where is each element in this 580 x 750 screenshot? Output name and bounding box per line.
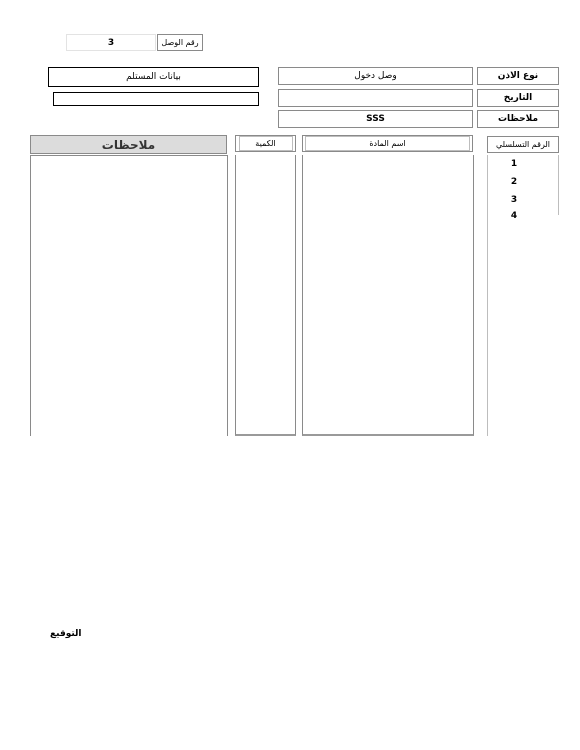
item-name-column[interactable]: [302, 155, 474, 436]
serial-column: [487, 155, 559, 436]
serial-column-right-edge: [558, 155, 559, 215]
header-item-name: اسم المادة: [302, 135, 473, 152]
recipient-field[interactable]: [53, 92, 259, 106]
receipt-number-text: 3: [107, 37, 115, 48]
permit-type-field[interactable]: [278, 67, 473, 85]
serial-number: 4: [510, 211, 518, 221]
notes-label: ملاحظات: [477, 110, 559, 128]
notes-field[interactable]: [278, 110, 473, 128]
serial-number: 3: [510, 195, 518, 205]
recipient-label: بيانات المستلم: [126, 72, 181, 82]
permit-type-value: وصل دخول: [354, 71, 397, 81]
receipt-number-value[interactable]: [66, 34, 156, 51]
qty-column[interactable]: [235, 155, 296, 436]
permit-type-label: نوع الاذن: [477, 67, 559, 85]
notes-column[interactable]: [30, 155, 228, 436]
notes-value: SSS: [366, 114, 385, 124]
recipient-label-box: [48, 67, 259, 87]
date-field[interactable]: [278, 89, 473, 107]
header-serial: الرقم التسلسلي: [487, 136, 559, 153]
date-label: التاريخ: [477, 89, 559, 107]
header-notes: ملاحظات: [30, 135, 227, 154]
signature-label: التوقيع: [50, 629, 82, 639]
serial-number: 1: [510, 159, 518, 169]
receipt-number-label: رقم الوصل: [157, 34, 203, 51]
header-qty: الكمية: [235, 135, 296, 152]
serial-number: 2: [510, 177, 518, 187]
